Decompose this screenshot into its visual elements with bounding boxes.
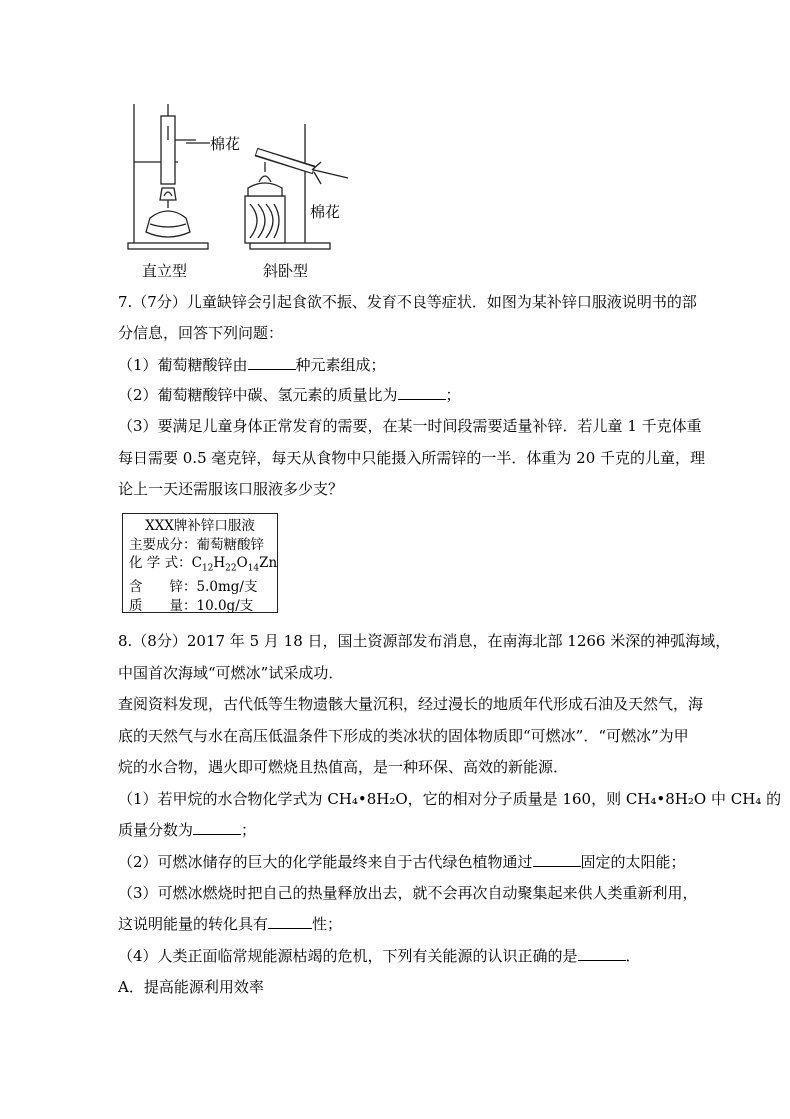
right-alcohol-lamp <box>248 183 282 196</box>
q8-part4 <box>118 946 641 966</box>
q7-line1: 7.（7分）儿童缺锌会引起食欲不振、发育不良等症状．如图为某补锌口服液说明书的部 <box>118 293 697 311</box>
answer-blank[interactable] <box>578 946 626 961</box>
label-mass-label: 质 量： <box>129 597 197 614</box>
q8-part3-text-b: 性； <box>312 915 343 933</box>
cotton-pointer-left <box>186 140 212 146</box>
q8-part3-text-a: 这说明能量的转化具有 <box>118 915 269 933</box>
label-zinc-value: 5.0mg/支 <box>196 579 258 596</box>
q8-part4-text-b: ． <box>625 947 641 965</box>
answer-blank[interactable] <box>268 914 312 929</box>
q8-part3-line2 <box>118 914 342 934</box>
label-zinc-label: 含 锌： <box>129 579 197 596</box>
label-title: XXX牌补锌口服液 <box>145 518 255 534</box>
left-stand-base <box>128 243 208 249</box>
q8-line2: 中国首次海域“可燃冰”试采成功． <box>118 664 344 682</box>
cotton-label-right: 棉花 <box>310 203 341 221</box>
q8-part1-text-a: 质量分数为 <box>118 821 194 839</box>
label-mass-row <box>129 597 271 616</box>
q8-option-a: A．提高能源利用效率 <box>118 978 264 996</box>
q7-part3-line2: 每日需要 0.5 毫克锌，每天从食物中只能摄入所需锌的一半．体重为 20 千克的儿童，理 <box>118 449 706 467</box>
q8-part4-text-a: （4）人类正面临常规能源枯竭的危机，下列有关能源的认识正确的是 <box>118 947 578 965</box>
q8-line1: 8.（8分）2017 年 5 月 18 日，国土资源部发布消息，在南海北部 1266 米深的神弧海域， <box>118 632 731 650</box>
q7-part2-text-b: ； <box>445 386 461 404</box>
answer-blank[interactable] <box>398 385 446 400</box>
caption-inclined: 斜卧型 <box>263 262 309 280</box>
q8-line4: 底的天然气与水在高压低温条件下形成的类冰状的固体物质即“可燃冰”．“可燃冰”为甲 <box>118 727 689 745</box>
label-ingredient: 主要成分：葡萄糖酸锌 <box>129 536 264 553</box>
product-label <box>122 513 278 613</box>
answer-blank[interactable] <box>248 355 296 370</box>
q8-part2 <box>118 852 686 872</box>
label-formula-row <box>129 554 278 578</box>
q7-part1-text-a: （1）葡萄糖酸锌由 <box>118 356 248 374</box>
q7-part3-line3: 论上一天还需服该口服液多少支？ <box>118 480 344 498</box>
label-zinc-row <box>129 578 271 597</box>
q8-line5: 烷的水合物，遇火即可燃烧且热值高，是一种环保、高效的新能源． <box>118 758 569 776</box>
q7-part2 <box>118 385 461 405</box>
answer-blank[interactable] <box>533 852 581 867</box>
left-alcohol-lamp <box>146 211 190 237</box>
label-formula: $C_{12}H_{22}O_{14}Zn$ <box>191 555 278 574</box>
q8-part1-text-b: ； <box>241 821 257 839</box>
q8-part2-text-b: 固定的太阳能； <box>580 853 686 871</box>
q7-part3-line1: （3）要满足儿童身体正常发育的需要，在某一时间段需要适量补锌．若儿童 1 千克体重 <box>118 417 702 435</box>
answer-blank[interactable] <box>193 820 241 835</box>
q7-part1 <box>118 355 386 375</box>
label-formula-prefix: 化 学 式： <box>129 555 192 571</box>
q7-line2: 分信息，回答下列问题： <box>118 324 284 342</box>
q8-part2-text-a: （2）可燃冰储存的巨大的化学能最终来自于古代绿色植物通过 <box>118 853 533 871</box>
q7-part1-text-b: 种元素组成； <box>295 356 386 374</box>
apparatus-figure <box>118 100 368 282</box>
cotton-label-left: 棉花 <box>210 135 241 153</box>
right-stand-base <box>250 243 330 249</box>
q8-part3-line1: （3）可燃冰燃烧时把自己的热量释放出去，就不会再次自动聚集起来供人类重新利用， <box>118 884 698 902</box>
q8-line3: 查阅资料发现，古代低等生物遗骸大量沉积，经过漫长的地质年代形成石油及天然气，海 <box>118 695 704 713</box>
q8-part1-line2 <box>118 820 256 840</box>
q7-part2-text-a: （2）葡萄糖酸锌中碳、氢元素的质量比为 <box>118 386 398 404</box>
label-mass-value: 10.0g/支 <box>196 597 254 614</box>
q8-part1-line1: （1）若甲烷的水合物化学式为 CH₄•8H₂O，它的相对分子质量是 160，则 CH₄•8H₂O 中 CH₄ 的 <box>118 790 782 808</box>
caption-upright: 直立型 <box>142 262 188 280</box>
